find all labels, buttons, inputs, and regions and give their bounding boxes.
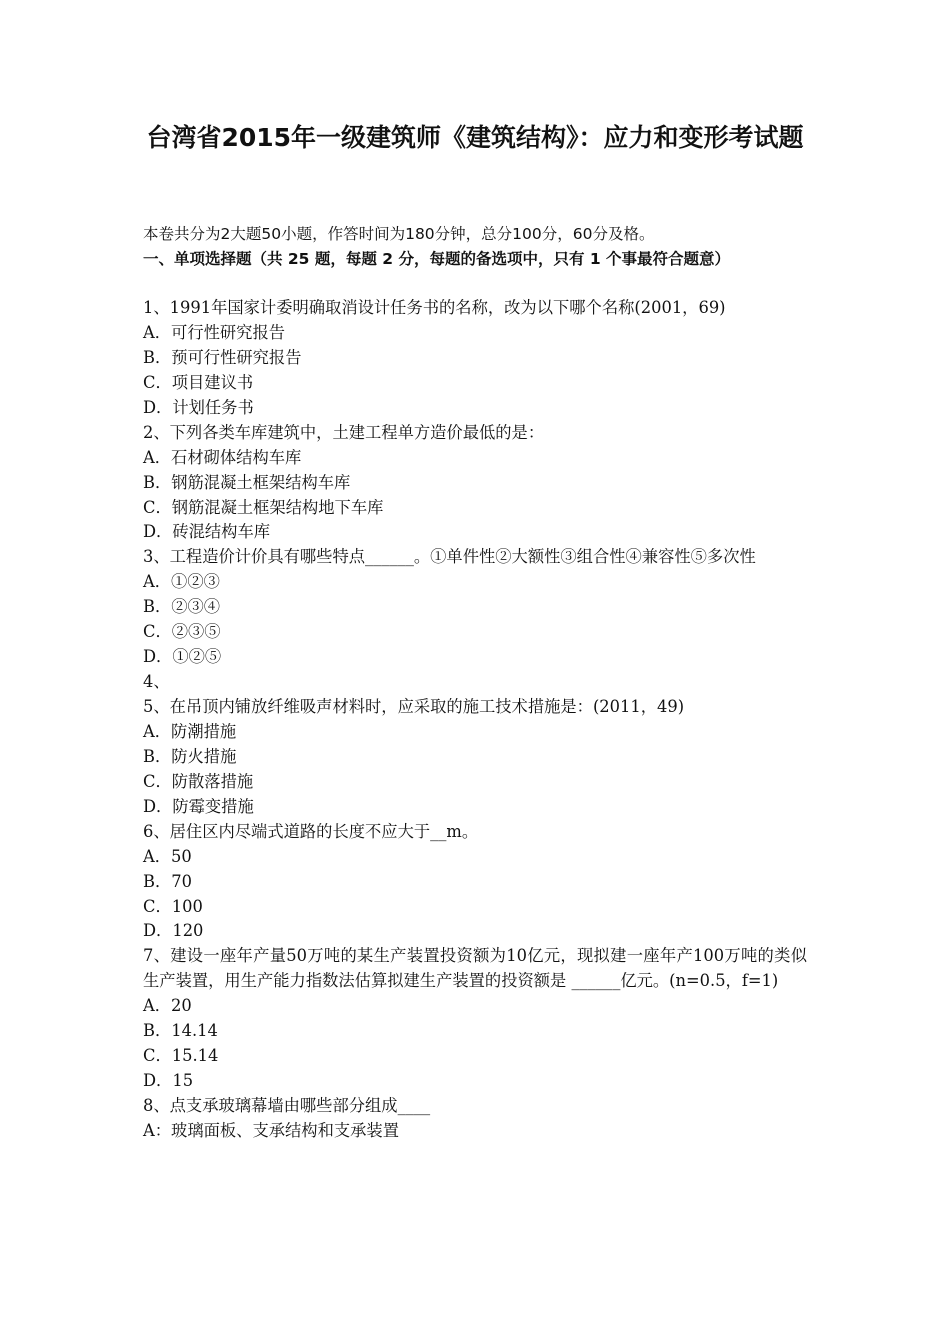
page-title: 台湾省2015年一级建筑师《建筑结构》：应力和变形考试题	[146, 123, 804, 152]
question-5	[143, 695, 807, 820]
question-1	[143, 296, 807, 421]
option-a: A．①②③	[143, 572, 220, 592]
question-text: 7、建设一座年产量50万吨的某生产装置投资额为10亿元，现拟建一座年产100万吨的类似生产装置，用生产能力指数法估算拟建生产装置的投资额是 ______亿元。(n=0.5，f=1)	[143, 946, 807, 991]
option-d: D．15	[143, 1071, 194, 1091]
question-4	[143, 670, 807, 695]
option-b: B．②③④	[143, 597, 221, 617]
option-d: D．①②⑤	[143, 647, 222, 667]
option-a: A．石材砌体结构车库	[143, 447, 302, 467]
option-a: A．防潮措施	[143, 721, 237, 741]
option-a: A．20	[143, 996, 192, 1016]
question-2	[143, 421, 807, 546]
exam-intro: 本卷共分为2大题50小题，作答时间为180分钟，总分100分，60分及格。	[143, 225, 655, 243]
option-c: C．防散落措施	[143, 771, 254, 791]
question-text: 3、工程造价计价具有哪些特点______。①单件性②大额性③组合性④兼容性⑤多次性	[143, 547, 756, 567]
question-text: 1、1991年国家计委明确取消设计任务书的名称，改为以下哪个名称(2001，69)	[143, 298, 726, 317]
option-d: D．防霉变措施	[143, 796, 254, 816]
option-d: D．120	[143, 921, 204, 941]
option-b: B．14.14	[143, 1021, 218, 1041]
question-text: 2、下列各类车库建筑中，土建工程单方造价最低的是：	[143, 422, 545, 442]
option-b: B．预可行性研究报告	[143, 347, 302, 367]
option-d: D．砖混结构车库	[143, 522, 271, 542]
option-a: A．50	[143, 846, 192, 866]
option-c: C．钢筋混凝土框架结构地下车库	[143, 497, 384, 517]
question-text: 6、居住区内尽端式道路的长度不应大于__m。	[143, 821, 479, 841]
option-c: C．项目建议书	[143, 372, 254, 392]
option-b: B．防火措施	[143, 746, 237, 766]
question-text: 8、点支承玻璃幕墙由哪些部分组成____	[143, 1096, 431, 1115]
option-c: C．15.14	[143, 1046, 219, 1066]
option-c: C．②③⑤	[143, 622, 221, 642]
option-b: B．70	[143, 871, 192, 891]
option-b: B．钢筋混凝土框架结构车库	[143, 472, 351, 492]
question-8	[143, 1094, 807, 1144]
option-a: A．可行性研究报告	[143, 322, 286, 342]
option-d: D．计划任务书	[143, 397, 254, 417]
question-6	[143, 820, 807, 945]
option-a: A：玻璃面板、支承结构和支承装置	[143, 1120, 399, 1140]
question-text: 4、	[143, 672, 170, 692]
question-text: 5、在吊顶内铺放纤维吸声材料时，应采取的施工技术措施是：(2011，49)	[143, 697, 685, 716]
section-heading: 一、单项选择题（共 25 题，每题 2 分，每题的备选项中，只有 1 个事最符合题意）	[143, 250, 731, 268]
question-3	[143, 545, 807, 670]
question-list	[143, 296, 807, 1144]
question-7	[143, 944, 807, 1094]
option-c: C．100	[143, 896, 203, 916]
